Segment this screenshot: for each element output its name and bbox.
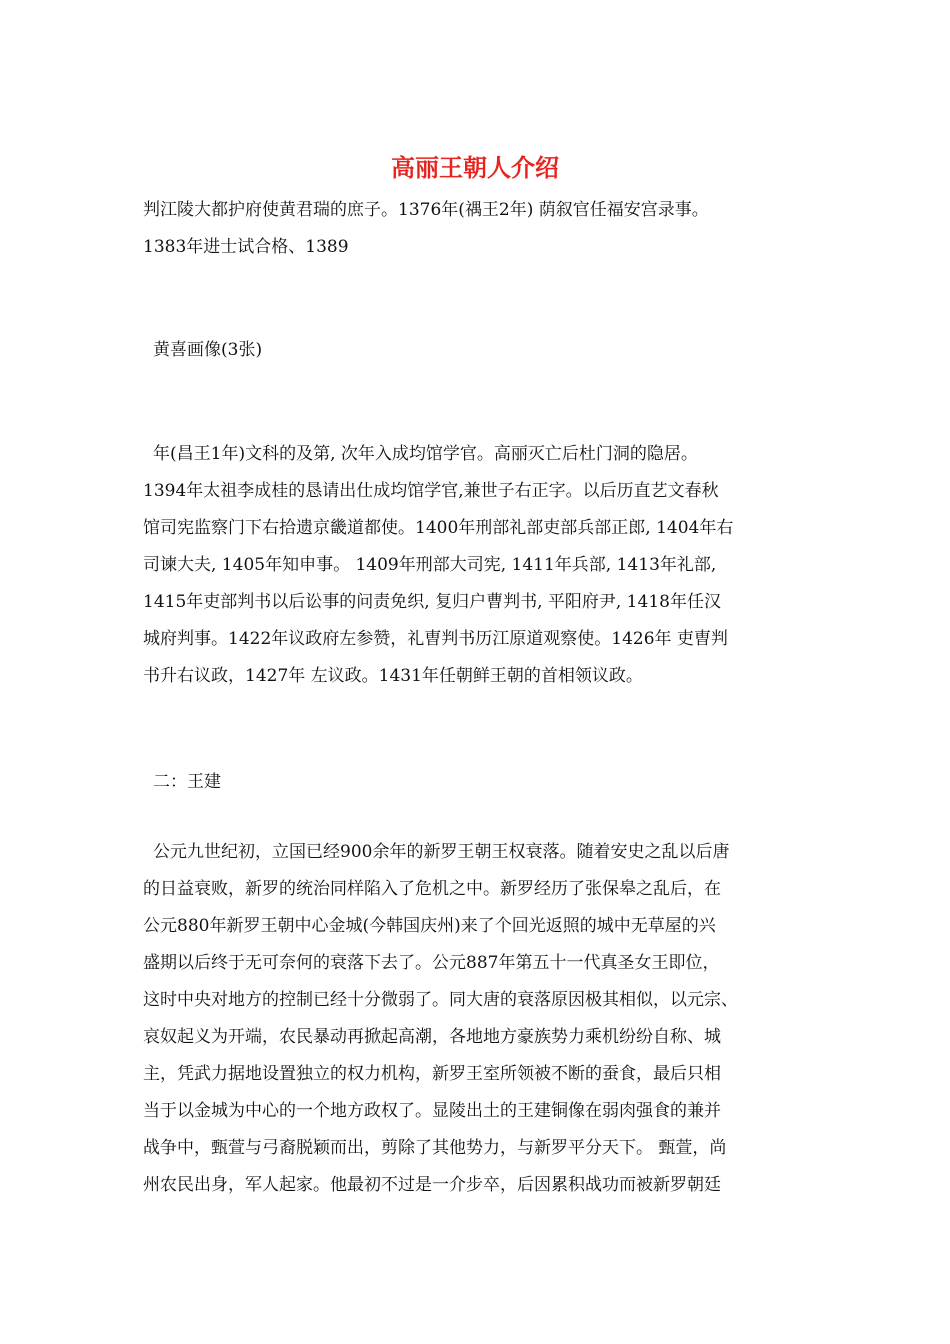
intro-paragraph [143,192,808,266]
text-line: 馆司宪监察门下右拾遗京畿道都使。1400年刑部礼部吏部兵部正郎, 1404年右 [143,518,734,538]
text-line: 判江陵大都护府使黄君瑞的庶子。1376年(禑王2年) 荫叙官任福安宫录事。 [143,200,709,220]
text-line: 这时中央对地方的控制已经十分微弱了。同大唐的衰落原因极其相似，以元宗、 [143,990,738,1010]
text-line: 1394年太祖李成桂的恳请出仕成均馆学官,兼世子右正字。以后历直艺文春秋 [143,481,719,501]
section-heading-block [143,764,808,801]
text-line: 的日益衰败，新罗的统治同样陷入了危机之中。新罗经历了张保皋之乱后，在 [143,879,721,899]
text-line: 公元九世纪初，立国已经900余年的新罗王朝王权衰落。随着安史之乱以后唐 [153,842,730,862]
text-line: 公元880年新罗王朝中心金城(今韩国庆州)来了个回光返照的城中无草屋的兴 [143,916,716,936]
text-line: 当于以金城为中心的一个地方政权了。显陵出土的王建铜像在弱肉强食的兼并 [143,1101,721,1121]
text-line: 战争中，甄萱与弓裔脱颖而出，剪除了其他势力，与新罗平分天下。 甄萱，尚 [143,1138,727,1158]
text-line: 州农民出身，军人起家。他最初不过是一介步卒，后因累积战功而被新罗朝廷 [143,1175,721,1195]
text-line: 年(昌王1年)文科的及第, 次年入成均馆学官。高丽灭亡后杜门洞的隐居。 [153,444,698,464]
text-line: 1415年吏部判书以后讼事的问责免织, 复归户曹判书, 平阳府尹, 1418年任汉 [143,592,721,612]
image-caption-block [143,332,808,369]
text-line: 哀奴起义为开端，农民暴动再掀起高潮，各地地方豪族势力乘机纷纷自称、城 [143,1027,721,1047]
image-caption: 黄喜画像(3张) [153,340,263,360]
text-line: 主，凭武力据地设置独立的权力机构，新罗王室所领被不断的蚕食，最后只相 [143,1064,721,1084]
text-line: 书升右议政，1427年 左议政。1431年任朝鲜王朝的首相领议政。 [143,666,643,686]
document-title: 高丽王朝人介绍 [391,153,559,182]
text-line: 1383年进士试合格、1389 [143,237,349,257]
text-line: 司谏大夫, 1405年知申事。 1409年刑部大司宪, 1411年兵部, 1413年礼部, [143,555,717,575]
biography-paragraph [143,436,808,695]
text-line: 盛期以后终于无可奈何的衰落下去了。公元887年第五十一代真圣女王即位， [143,953,720,973]
text-line: 城府判事。1422年议政府左参赞，礼曺判书历江原道观察使。1426年 吏曺判 [143,629,728,649]
section-heading: 二：王建 [153,772,221,792]
section-paragraph [143,834,808,1204]
